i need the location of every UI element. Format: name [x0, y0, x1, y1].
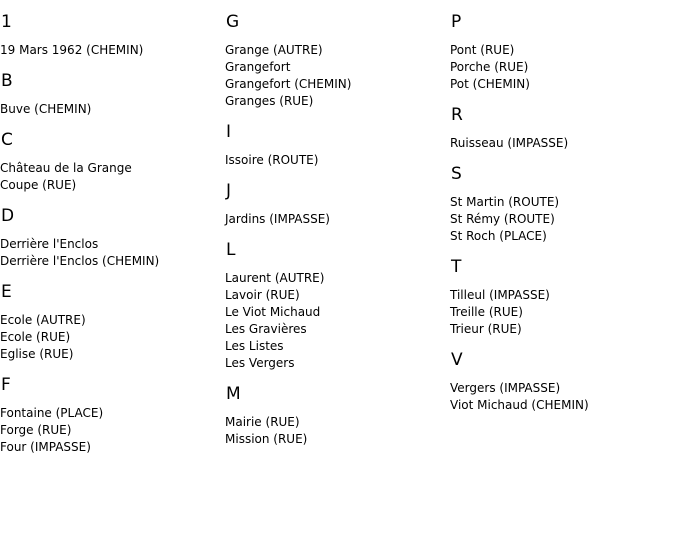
street-list: [0, 42, 225, 59]
letter-heading: M: [226, 384, 241, 404]
street-item[interactable]: St Martin (ROUTE): [450, 195, 560, 209]
letter-group: [225, 12, 450, 110]
street-list: [225, 211, 450, 228]
street-item[interactable]: Pot (CHEMIN): [450, 77, 530, 91]
street-list: [450, 194, 675, 245]
letter-group: [225, 122, 450, 169]
street-item[interactable]: Les Gravières: [225, 322, 307, 336]
street-item[interactable]: Coupe (RUE): [0, 178, 77, 192]
letter-group: [450, 164, 675, 245]
street-list: [0, 160, 225, 194]
index-column: [225, 0, 450, 459]
street-item[interactable]: Eglise (RUE): [0, 347, 74, 361]
street-list: [450, 42, 675, 93]
street-item[interactable]: Fontaine (PLACE): [0, 406, 104, 420]
street-item[interactable]: 19 Mars 1962 (CHEMIN): [0, 43, 144, 57]
street-item[interactable]: Four (IMPASSE): [0, 440, 91, 454]
letter-heading: J: [226, 181, 232, 201]
street-list: [450, 287, 675, 338]
street-item[interactable]: Grangefort (CHEMIN): [225, 77, 352, 91]
letter-group: [225, 384, 450, 448]
letter-heading: 1: [1, 12, 12, 32]
street-item[interactable]: Buve (CHEMIN): [0, 102, 92, 116]
index-column: [450, 0, 675, 425]
letter-heading: C: [1, 130, 13, 150]
letter-group: [450, 105, 675, 152]
street-item[interactable]: Derrière l'Enclos: [0, 237, 99, 251]
street-list: [225, 152, 450, 169]
street-item[interactable]: Viot Michaud (CHEMIN): [450, 398, 589, 412]
letter-group: [0, 130, 225, 194]
street-item[interactable]: Château de la Grange: [0, 161, 132, 175]
street-item[interactable]: Jardins (IMPASSE): [225, 212, 330, 226]
street-list: [450, 135, 675, 152]
letter-heading: I: [226, 122, 232, 142]
street-item[interactable]: Mission (RUE): [225, 432, 308, 446]
letter-group: [450, 12, 675, 93]
letter-heading: R: [451, 105, 463, 125]
street-item[interactable]: Vergers (IMPASSE): [450, 381, 561, 395]
letter-heading: P: [451, 12, 462, 32]
letter-heading: D: [1, 206, 15, 226]
street-item[interactable]: Grangefort: [225, 60, 291, 74]
street-list: [225, 42, 450, 110]
street-item[interactable]: Granges (RUE): [225, 94, 314, 108]
letter-heading: G: [226, 12, 240, 32]
letter-heading: B: [1, 71, 13, 91]
letter-heading: E: [1, 282, 12, 302]
letter-group: [0, 206, 225, 270]
letter-group: [225, 240, 450, 372]
index-column: [0, 0, 225, 467]
letter-heading: F: [1, 375, 11, 395]
letter-group: [0, 12, 225, 59]
street-list: [0, 405, 225, 456]
street-item[interactable]: Laurent (AUTRE): [225, 271, 325, 285]
street-item[interactable]: Porche (RUE): [450, 60, 529, 74]
letter-group: [0, 282, 225, 363]
street-item[interactable]: Grange (AUTRE): [225, 43, 323, 57]
street-item[interactable]: Ecole (AUTRE): [0, 313, 86, 327]
street-item[interactable]: Issoire (ROUTE): [225, 153, 319, 167]
street-list: [225, 270, 450, 372]
street-item[interactable]: Pont (RUE): [450, 43, 515, 57]
street-item[interactable]: Les Listes: [225, 339, 284, 353]
street-item[interactable]: Les Vergers: [225, 356, 295, 370]
street-item[interactable]: Forge (RUE): [0, 423, 72, 437]
letter-heading: T: [451, 257, 462, 277]
street-item[interactable]: St Roch (PLACE): [450, 229, 547, 243]
street-item[interactable]: Ecole (RUE): [0, 330, 71, 344]
letter-heading: V: [451, 350, 463, 370]
street-list: [0, 312, 225, 363]
street-item[interactable]: Trieur (RUE): [450, 322, 522, 336]
street-list: [225, 414, 450, 448]
street-list: [0, 101, 225, 118]
street-item[interactable]: St Rémy (ROUTE): [450, 212, 555, 226]
street-item[interactable]: Le Viot Michaud: [225, 305, 321, 319]
street-item[interactable]: Mairie (RUE): [225, 415, 300, 429]
letter-group: [450, 350, 675, 414]
street-list: [0, 236, 225, 270]
street-item[interactable]: Derrière l'Enclos (CHEMIN): [0, 254, 160, 268]
letter-group: [0, 71, 225, 118]
street-item[interactable]: Tilleul (IMPASSE): [450, 288, 550, 302]
letter-group: [0, 375, 225, 456]
letter-heading: L: [226, 240, 236, 260]
street-list: [450, 380, 675, 414]
street-item[interactable]: Ruisseau (IMPASSE): [450, 136, 569, 150]
letter-heading: S: [451, 164, 462, 184]
letter-group: [450, 257, 675, 338]
street-item[interactable]: Treille (RUE): [450, 305, 523, 319]
street-item[interactable]: Lavoir (RUE): [225, 288, 300, 302]
letter-group: [225, 181, 450, 228]
